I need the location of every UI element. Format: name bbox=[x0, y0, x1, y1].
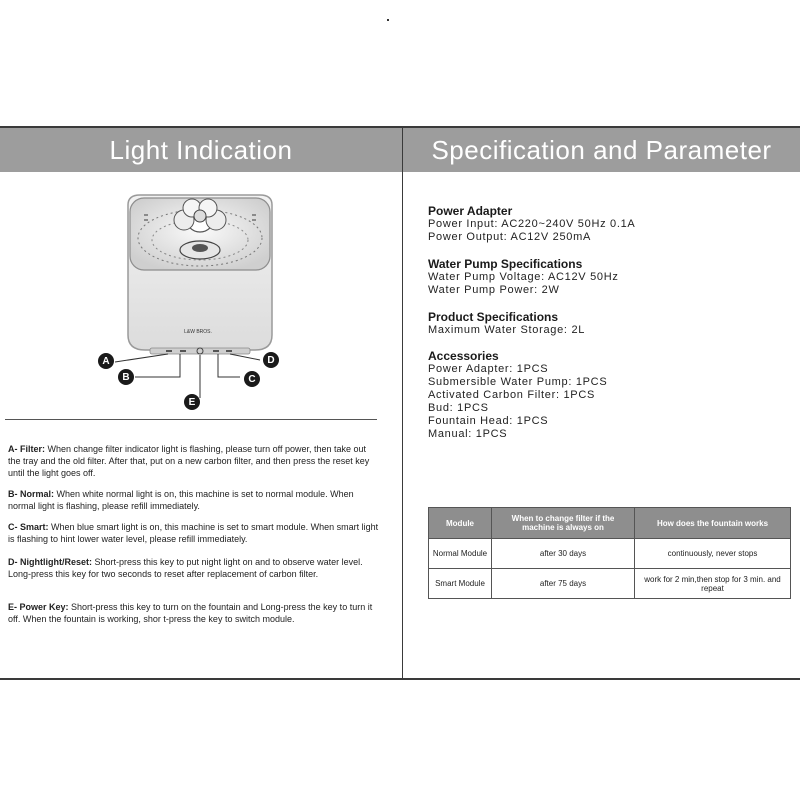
table-header-row bbox=[429, 508, 791, 539]
spec-row: Power Output: AC12V 250mA bbox=[428, 231, 592, 243]
indication-d-text: Short-press this key to put night light on and to observe water level. Long-press this key for two seconds to reset after replacement of carbon filter. bbox=[8, 557, 363, 580]
column-divider bbox=[402, 126, 403, 680]
callout-e: E bbox=[184, 394, 200, 410]
callout-a: A bbox=[98, 353, 114, 369]
spec-product bbox=[428, 310, 585, 337]
spec-row: Fountain Head: 1PCS bbox=[428, 415, 549, 427]
callout-c: C bbox=[244, 371, 260, 387]
spec-row: Activated Carbon Filter: 1PCS bbox=[428, 389, 596, 401]
table-cell: Normal Module bbox=[429, 539, 492, 569]
indication-d bbox=[8, 556, 380, 580]
indication-c-text: When blue smart light is on, this machine is set to smart module. When smart light is flashing to hint lower water level, please refill immediately. bbox=[8, 522, 379, 545]
table-row bbox=[429, 539, 791, 569]
spec-power-adapter bbox=[428, 204, 635, 244]
spec-title: Accessories bbox=[428, 349, 499, 363]
table-row bbox=[429, 569, 791, 599]
spec-row: Submersible Water Pump: 1PCS bbox=[428, 376, 608, 388]
indication-b-key: B- Normal: bbox=[8, 489, 55, 499]
table-cell: continuously, never stops bbox=[635, 539, 791, 569]
table-cell: after 75 days bbox=[492, 569, 635, 599]
light-indication-header: Light Indication bbox=[0, 128, 402, 172]
module-table bbox=[428, 507, 791, 599]
table-cell: work for 2 min,then stop for 3 min. and repeat bbox=[635, 569, 791, 599]
table-header: Module bbox=[429, 508, 492, 539]
callout-b: B bbox=[118, 369, 134, 385]
callout-d: D bbox=[263, 352, 279, 368]
spec-row: Bud: 1PCS bbox=[428, 402, 489, 414]
table-header: How does the fountain works bbox=[635, 508, 791, 539]
spec-title: Power Adapter bbox=[428, 204, 513, 218]
spec-row: Water Pump Power: 2W bbox=[428, 284, 560, 296]
spec-row: Power Input: AC220~240V 50Hz 0.1A bbox=[428, 218, 636, 230]
brand-label: L&W BROS. bbox=[184, 329, 212, 335]
indication-c-key: C- Smart: bbox=[8, 522, 49, 532]
spec-title: Product Specifications bbox=[428, 310, 559, 324]
indication-a-text: When change filter indicator light is flashing, please turn off power, then take out the tray and the old filter. After that, put on a new carbon filter, and then press the reset key until the light goes off. bbox=[8, 444, 370, 479]
indication-a-key: A- Filter: bbox=[8, 444, 45, 454]
spec-row: Power Adapter: 1PCS bbox=[428, 363, 549, 375]
spec-parameter-header: Specification and Parameter bbox=[403, 128, 800, 172]
indication-e bbox=[8, 601, 380, 625]
table-cell: after 30 days bbox=[492, 539, 635, 569]
spec-water-pump bbox=[428, 257, 619, 297]
spec-row: Manual: 1PCS bbox=[428, 428, 508, 440]
spec-title: Water Pump Specifications bbox=[428, 257, 583, 271]
indication-a bbox=[8, 443, 380, 480]
table-header: When to change filter if the machine is always on bbox=[492, 508, 635, 539]
section-separator bbox=[5, 419, 377, 420]
table-cell: Smart Module bbox=[429, 569, 492, 599]
indication-b bbox=[8, 488, 380, 512]
fountain-illustration bbox=[80, 180, 320, 410]
indication-e-text: Short-press this key to turn on the fountain and Long-press the key to turn it off. When the fountain is working, shor t-press the key to switch module. bbox=[8, 602, 373, 625]
stray-dot bbox=[387, 19, 389, 21]
spec-accessories bbox=[428, 349, 607, 441]
spec-row: Maximum Water Storage: 2L bbox=[428, 324, 586, 336]
indication-e-key: E- Power Key: bbox=[8, 602, 69, 612]
spec-row: Water Pump Voltage: AC12V 50Hz bbox=[428, 271, 619, 283]
indication-c bbox=[8, 521, 380, 545]
indication-b-text: When white normal light is on, this machine is set to normal module. When normal light is flashing, please refill immediately. bbox=[8, 489, 354, 512]
indication-d-key: D- Nightlight/Reset: bbox=[8, 557, 92, 567]
